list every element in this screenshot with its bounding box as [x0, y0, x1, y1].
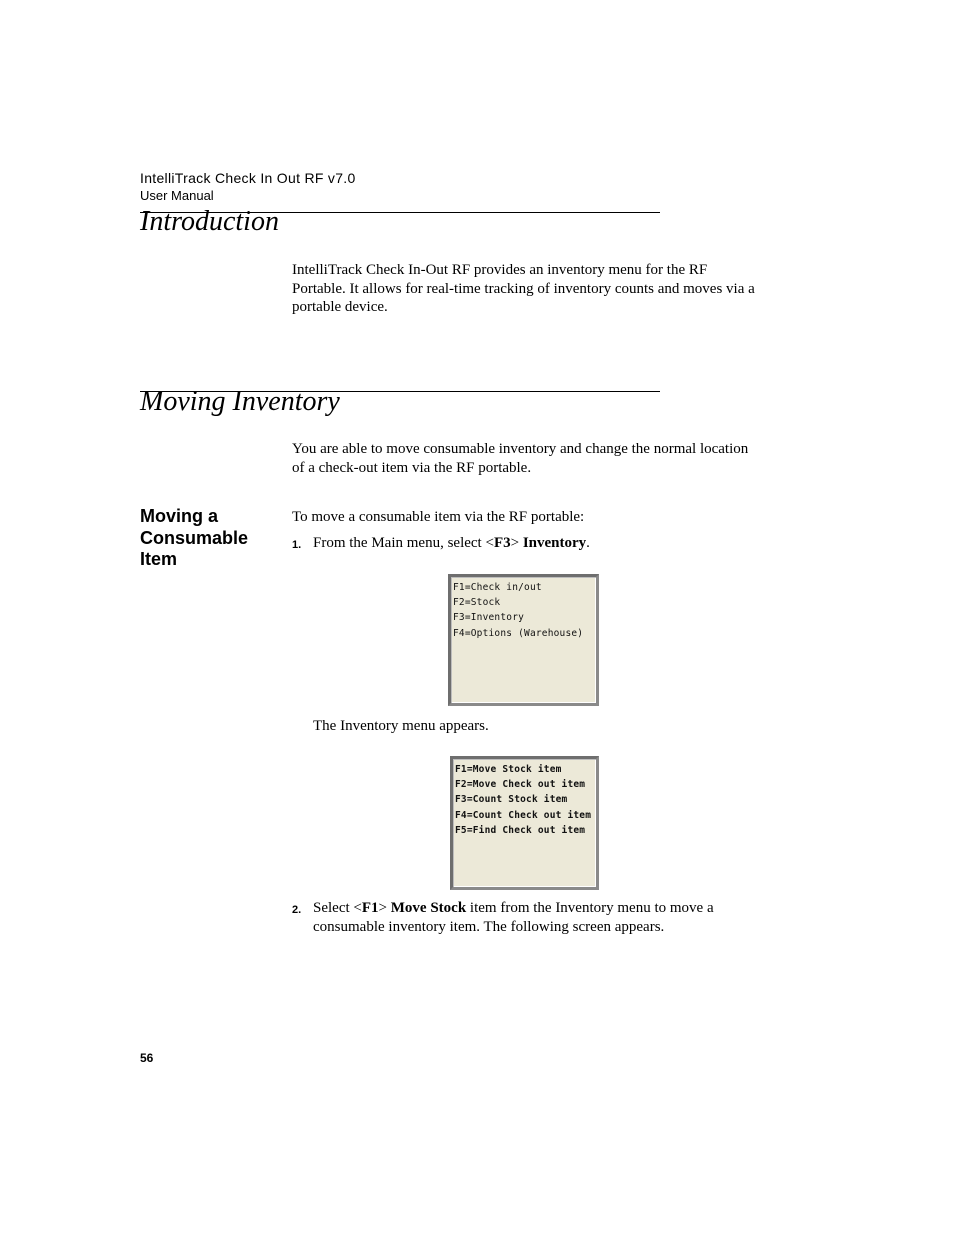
rf-inventory-menu-line: F4=Count Check out item: [455, 809, 592, 821]
introduction-paragraph: IntelliTrack Check In-Out RF provides an inventory menu for the RF Portable. It allows for real-time tracking of inventory counts and moves via a portable device.: [292, 262, 755, 315]
consumable-intro-text: To move a consumable item via the RF portable:: [292, 509, 585, 525]
step-1-key: F3: [493, 535, 511, 551]
rf-inventory-menu-screen: [450, 756, 599, 890]
step-2-mid: >: [378, 900, 391, 916]
rf-inventory-menu-line: F3=Count Stock item: [455, 794, 568, 806]
rf-inventory-menu-line: F5=Find Check out item: [455, 824, 586, 836]
step-1-number: 1.: [292, 539, 302, 551]
step-1-text: [313, 534, 763, 553]
running-header-subtitle: User Manual: [140, 188, 214, 203]
heading-introduction: Introduction: [140, 206, 279, 237]
step-2-key: F1: [361, 900, 379, 916]
step-2-suffix: item from the Inventory menu to move a consumable inventory item. The following screen appears.: [313, 900, 714, 935]
step-2-text: [313, 899, 763, 936]
rf-main-menu-screen: [448, 574, 599, 706]
heading-moving-inventory: Moving Inventory: [140, 386, 340, 417]
step-1-suffix: .: [586, 535, 590, 551]
moving-inventory-paragraph: You are able to move consumable inventory and change the normal location of a check-out item via the RF portable.: [292, 441, 749, 476]
rf-inventory-menu-line: F2=Move Check out item: [455, 779, 586, 791]
step-1-prefix: From the Main menu, select <: [313, 535, 494, 551]
step-1-label: Inventory: [522, 535, 587, 551]
step-2-prefix: Select <: [313, 900, 362, 916]
rf-main-menu-line: F1=Check in/out: [453, 582, 542, 593]
rf-inventory-menu-line: F1=Move Stock item: [455, 764, 562, 775]
rf-main-menu-line: F4=Options (Warehouse): [453, 627, 584, 639]
inventory-menu-appears-text: The Inventory menu appears.: [313, 718, 489, 734]
step-1-mid: >: [510, 535, 523, 551]
running-header-title: IntelliTrack Check In Out RF v7.0: [140, 170, 356, 186]
heading-moving-consumable-item: Moving a Consumable Item: [140, 506, 249, 569]
step-2-label: Move Stock: [390, 900, 467, 916]
page-number: 56: [140, 1051, 154, 1065]
step-2-number: 2.: [292, 904, 302, 916]
rf-main-menu-line: F2=Stock: [453, 597, 501, 609]
rf-main-menu-line: F3=Inventory: [453, 612, 525, 624]
